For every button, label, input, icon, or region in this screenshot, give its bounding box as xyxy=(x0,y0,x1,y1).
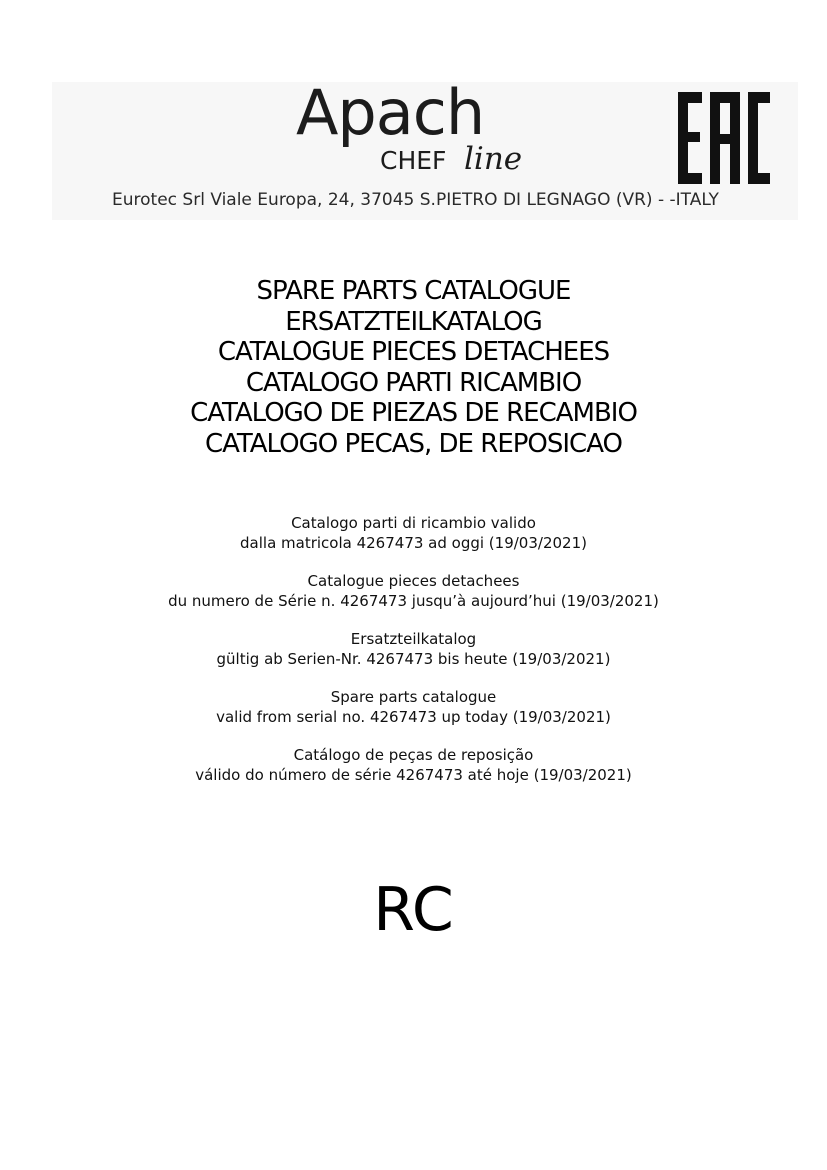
header-logo-banner xyxy=(52,76,798,220)
validity-heading: Catálogo de peças de reposição xyxy=(293,746,534,764)
validity-detail: gültig ab Serien-Nr. 4267473 bis heute (19/03/2021) xyxy=(216,649,611,668)
validity-group-it xyxy=(0,514,827,553)
validity-detail: valid from serial no. 4267473 up today (19/03/2021) xyxy=(216,707,611,726)
validity-detail: válido do número de série 4267473 até hoje (19/03/2021) xyxy=(195,765,632,784)
validity-group-de xyxy=(0,630,827,669)
title-line-en: SPARE PARTS CATALOGUE xyxy=(256,276,571,306)
validity-detail: dalla matricola 4267473 ad oggi (19/03/2021) xyxy=(240,533,587,552)
validity-group-fr xyxy=(0,572,827,611)
validity-group-en xyxy=(0,688,827,727)
validity-heading: Catalogo parti di ricambio valido xyxy=(291,514,536,532)
eac-certification-icon xyxy=(674,86,774,190)
company-address: Eurotec Srl Viale Europa, 24, 37045 S.PIETRO DI LEGNAGO (VR) - -ITALY xyxy=(112,190,719,210)
title-line-pt: CATALOGO PECAS, DE REPOSICAO xyxy=(204,428,623,459)
validity-heading: Spare parts catalogue xyxy=(330,688,497,706)
validity-group-pt xyxy=(0,746,827,785)
brand-sub-text: CHEF xyxy=(380,146,447,175)
validity-heading: Catalogue pieces detachees xyxy=(307,572,520,590)
brand-script-text: line xyxy=(464,141,523,177)
catalogue-titles xyxy=(0,276,827,459)
title-line-fr: CATALOGUE PIECES DETACHEES xyxy=(217,337,610,367)
validity-heading: Ersatzteilkatalog xyxy=(350,630,477,648)
model-code: RC xyxy=(373,875,454,945)
title-line-es: CATALOGO DE PIEZAS DE RECAMBIO xyxy=(190,398,637,428)
title-line-it: CATALOGO PARTI RICAMBIO xyxy=(245,367,582,398)
validity-detail: du numero de Série n. 4267473 jusqu’à aujourd’hui (19/03/2021) xyxy=(168,591,659,610)
title-line-de: ERSATZTEILKATALOG xyxy=(285,306,542,337)
brand-logo-text: Apach xyxy=(296,76,485,149)
validity-statements xyxy=(0,514,827,804)
